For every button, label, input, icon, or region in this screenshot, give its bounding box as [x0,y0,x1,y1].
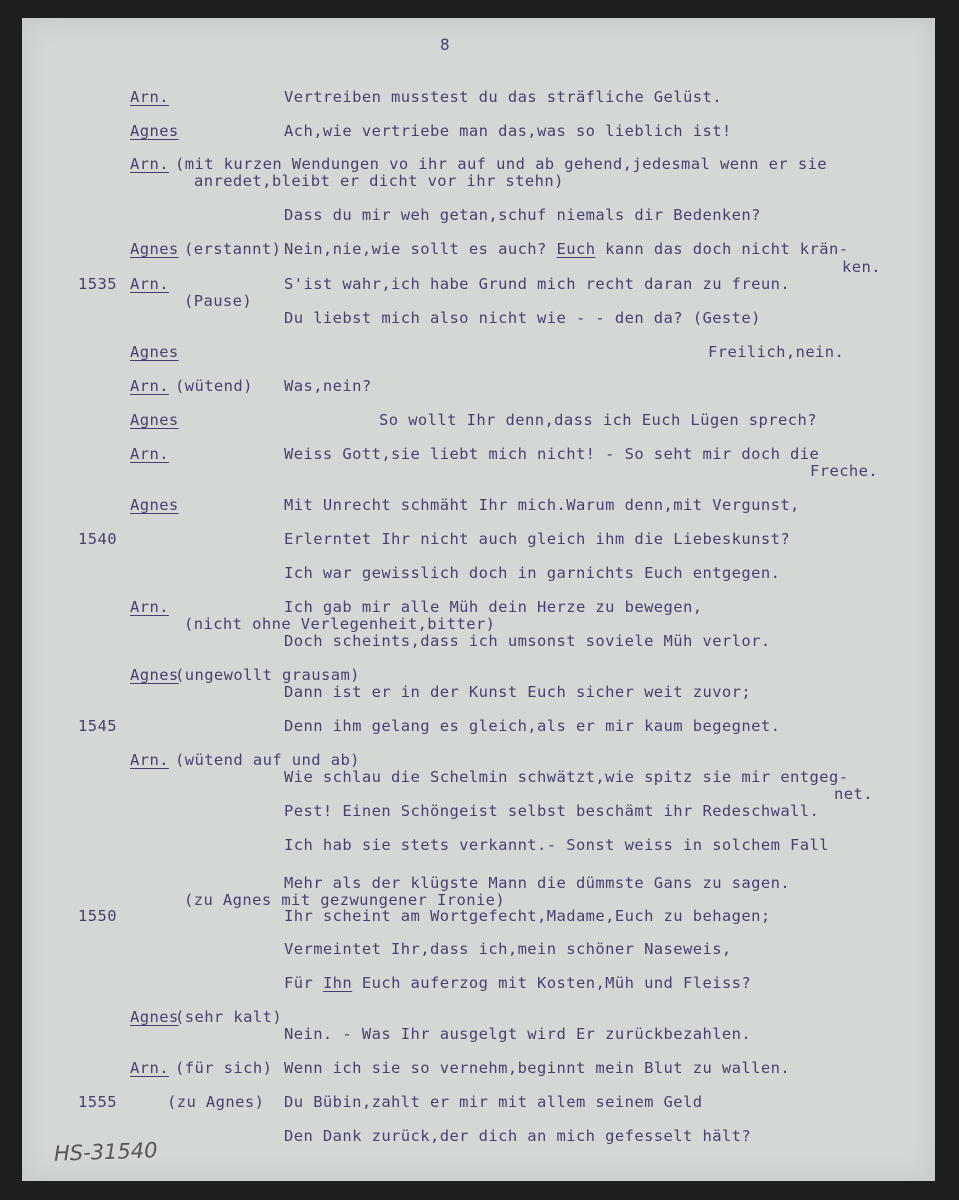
verse-line: Wie schlau die Schelmin schwätzt,wie spitz sie mir entgeg- [284,768,849,786]
speaker-label: Arn. [130,751,169,769]
speaker-label: Agnes [130,343,179,361]
verse-line: Ihr scheint am Wortgefecht,Madame,Euch zu behagen; [284,907,771,925]
stage-direction: (zu Agnes) [167,1093,265,1111]
verse-line: Mit Unrecht schmäht Ihr mich.Warum denn,mit Vergunst, [284,496,800,514]
verse-line: Ich war gewisslich doch in garnichts Euch entgegen. [284,564,781,582]
document-page [22,18,935,1181]
stage-direction: (erstannt) [184,240,282,258]
speaker-label: Agnes [130,122,179,140]
verse-line: Vermeintet Ihr,dass ich,mein schöner Naseweis, [284,940,732,958]
speaker-label: Arn. [130,88,169,106]
stage-direction: (nicht ohne Verlegenheit,bitter) [184,615,496,633]
speaker-label: Arn. [130,275,169,293]
verse-line: So wollt Ihr denn,dass ich Euch Lügen sprech? [379,411,817,429]
speaker-label: Arn. [130,1059,169,1077]
verse-line: Nein. - Was Ihr ausgelgt wird Er zurückbezahlen. [284,1025,752,1043]
verse-line: Vertreiben musstest du das sträfliche Gelüst. [284,88,722,106]
line-number: 1545 [78,717,117,735]
verse-continuation: ken. [842,258,881,276]
speaker-label: Arn. [130,155,169,173]
verse-line: Doch scheints,dass ich umsonst soviele Müh verlor. [284,632,771,650]
verse-line: Freilich,nein. [708,343,845,361]
speaker-label: Arn. [130,598,169,616]
verse-line: Du liebst mich also nicht wie - - den da? (Geste) [284,309,761,327]
verse-line: Dass du mir weh getan,schuf niemals dir Bedenken? [284,206,761,224]
stage-direction: (für sich) [175,1059,273,1077]
verse-continuation: net. [834,785,873,803]
stage-direction: (sehr kalt) [175,1008,283,1026]
line-number: 1550 [78,907,117,925]
verse-line: Denn ihm gelang es gleich,als er mir kaum begegnet. [284,717,781,735]
line-number: 1535 [78,275,117,293]
line-number: 1555 [78,1093,117,1111]
verse-line: Pest! Einen Schöngeist selbst beschämt ihr Redeschwall. [284,802,820,820]
stage-direction: (Pause) [184,292,253,310]
verse-line: S'ist wahr,ich habe Grund mich recht daran zu freun. [284,275,791,293]
speaker-label: Arn. [130,445,169,463]
verse-line: Den Dank zurück,der dich an mich gefesselt hält? [284,1127,752,1145]
speaker-label: Arn. [130,377,169,395]
page-number: 8 [440,35,451,54]
verse-line: Dann ist er in der Kunst Euch sicher weit zuvor; [284,683,752,701]
stage-direction: (wütend auf und ab) [175,751,360,769]
verse-line: Mehr als der klügste Mann die dümmste Gans zu sagen. [284,874,791,892]
stage-direction: anredet,bleibt er dicht vor ihr stehn) [194,172,564,190]
verse-line: Was,nein? [284,377,372,395]
stage-direction: (zu Agnes mit gezwungener Ironie) [184,891,506,909]
verse-line: Du Bübin,zahlt er mir mit allem seinem Geld [284,1093,703,1111]
verse-line: Ich gab mir alle Müh dein Herze zu bewegen, [284,598,703,616]
speaker-label: Agnes [130,666,179,684]
verse-line: Wenn ich sie so vernehm,beginnt mein Blut zu wallen. [284,1059,791,1077]
speaker-label: Agnes [130,411,179,429]
line-number: 1540 [78,530,117,548]
verse-line: Ach,wie vertriebe man das,was so lieblich ist! [284,122,732,140]
speaker-label: Agnes [130,1008,179,1026]
stage-direction: (wütend) [175,377,253,395]
verse-line: Ich hab sie stets verkannt.- Sonst weiss in solchem Fall [284,836,829,854]
verse-line: Für Ihn Euch auferzog mit Kosten,Müh und Fleiss? [284,974,752,992]
verse-line: Weiss Gott,sie liebt mich nicht! - So seht mir doch die [284,445,820,463]
verse-line: Nein,nie,wie sollt es auch? Euch kann das doch nicht krän- [284,240,849,258]
verse-line: Erlerntet Ihr nicht auch gleich ihm die Liebeskunst? [284,530,791,548]
speaker-label: Agnes [130,496,179,514]
stage-direction: (mit kurzen Wendungen vo ihr auf und ab gehend,jedesmal wenn er sie [175,155,828,173]
stage-direction: (ungewollt grausam) [175,666,360,684]
speaker-label: Agnes [130,240,179,258]
verse-continuation: Freche. [810,462,879,480]
shelfmark-handwritten: HS-31540 [53,1138,158,1166]
